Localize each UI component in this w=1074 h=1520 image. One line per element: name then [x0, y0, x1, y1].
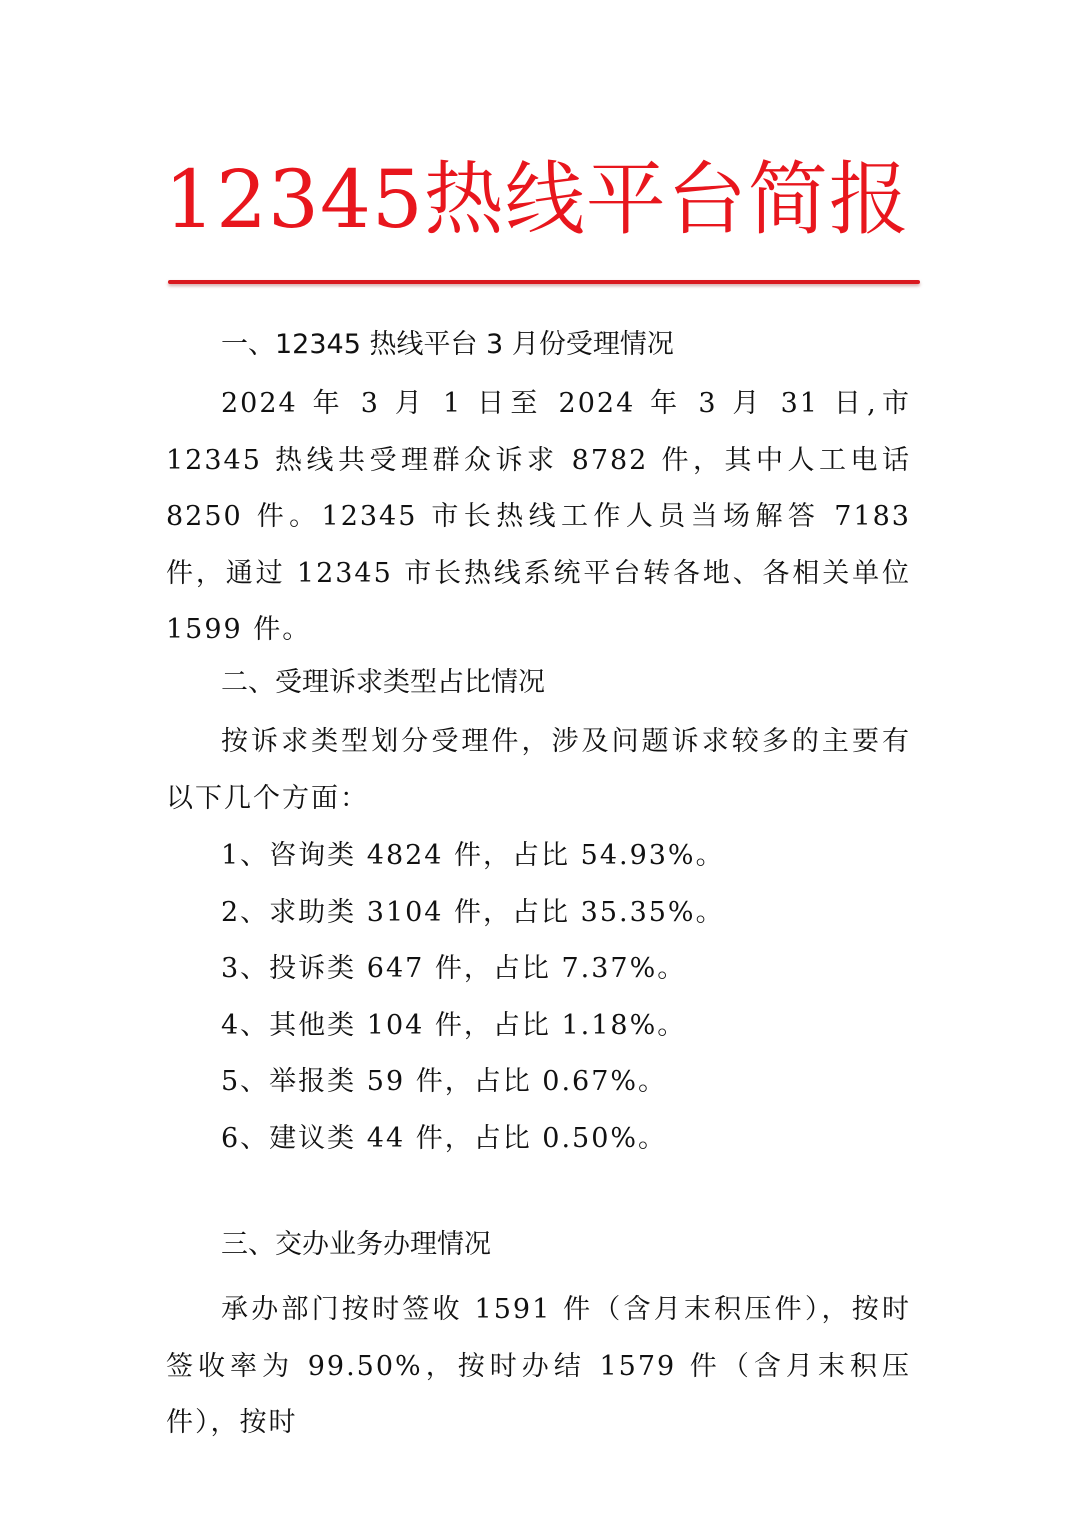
section-3-heading: 三、交办业务办理情况 [221, 1229, 491, 1260]
list-item: 3、投诉类 647 件，占比 7.37%。 [221, 953, 687, 984]
list-item: 6、建议类 44 件，占比 0.50%。 [221, 1122, 668, 1154]
category-list [221, 828, 725, 1167]
section-2-paragraph: 按诉求类型划分受理件，涉及问题诉求较多的主要有以下几个方面： [166, 726, 911, 814]
list-item: 5、举报类 59 件，占比 0.67%。 [221, 1066, 668, 1097]
list-item: 2、求助类 3104 件，占比 35.35%。 [221, 896, 725, 928]
section-2-heading: 二、受理诉求类型占比情况 [221, 667, 545, 698]
document-title: 12345热线平台简报 [164, 153, 910, 246]
section-3-paragraph: 承办部门按时签收 1591 件（含月末积压件），按时签收率为 99.50%，按时办结 1579 件（含月末积压件），按时 [166, 1294, 911, 1438]
list-item: 4、其他类 104 件，占比 1.18%。 [221, 1009, 687, 1041]
section-1-paragraph: 2024 年 3 月 1 日至 2024 年 3 月 31 日,市 12345 热线共受理群众诉求 8782 件，其中人工电话 8250 件。12345 市长热线工作人员当场解答 7183 件，通过 12345 市长热线系统平台转各地、各相关单位 1599 件。 [166, 388, 911, 645]
title-divider [168, 280, 920, 284]
section-1-heading: 一、12345 热线平台 3 月份受理情况 [221, 329, 674, 360]
list-item: 1、咨询类 4824 件，占比 54.93%。 [221, 840, 725, 871]
